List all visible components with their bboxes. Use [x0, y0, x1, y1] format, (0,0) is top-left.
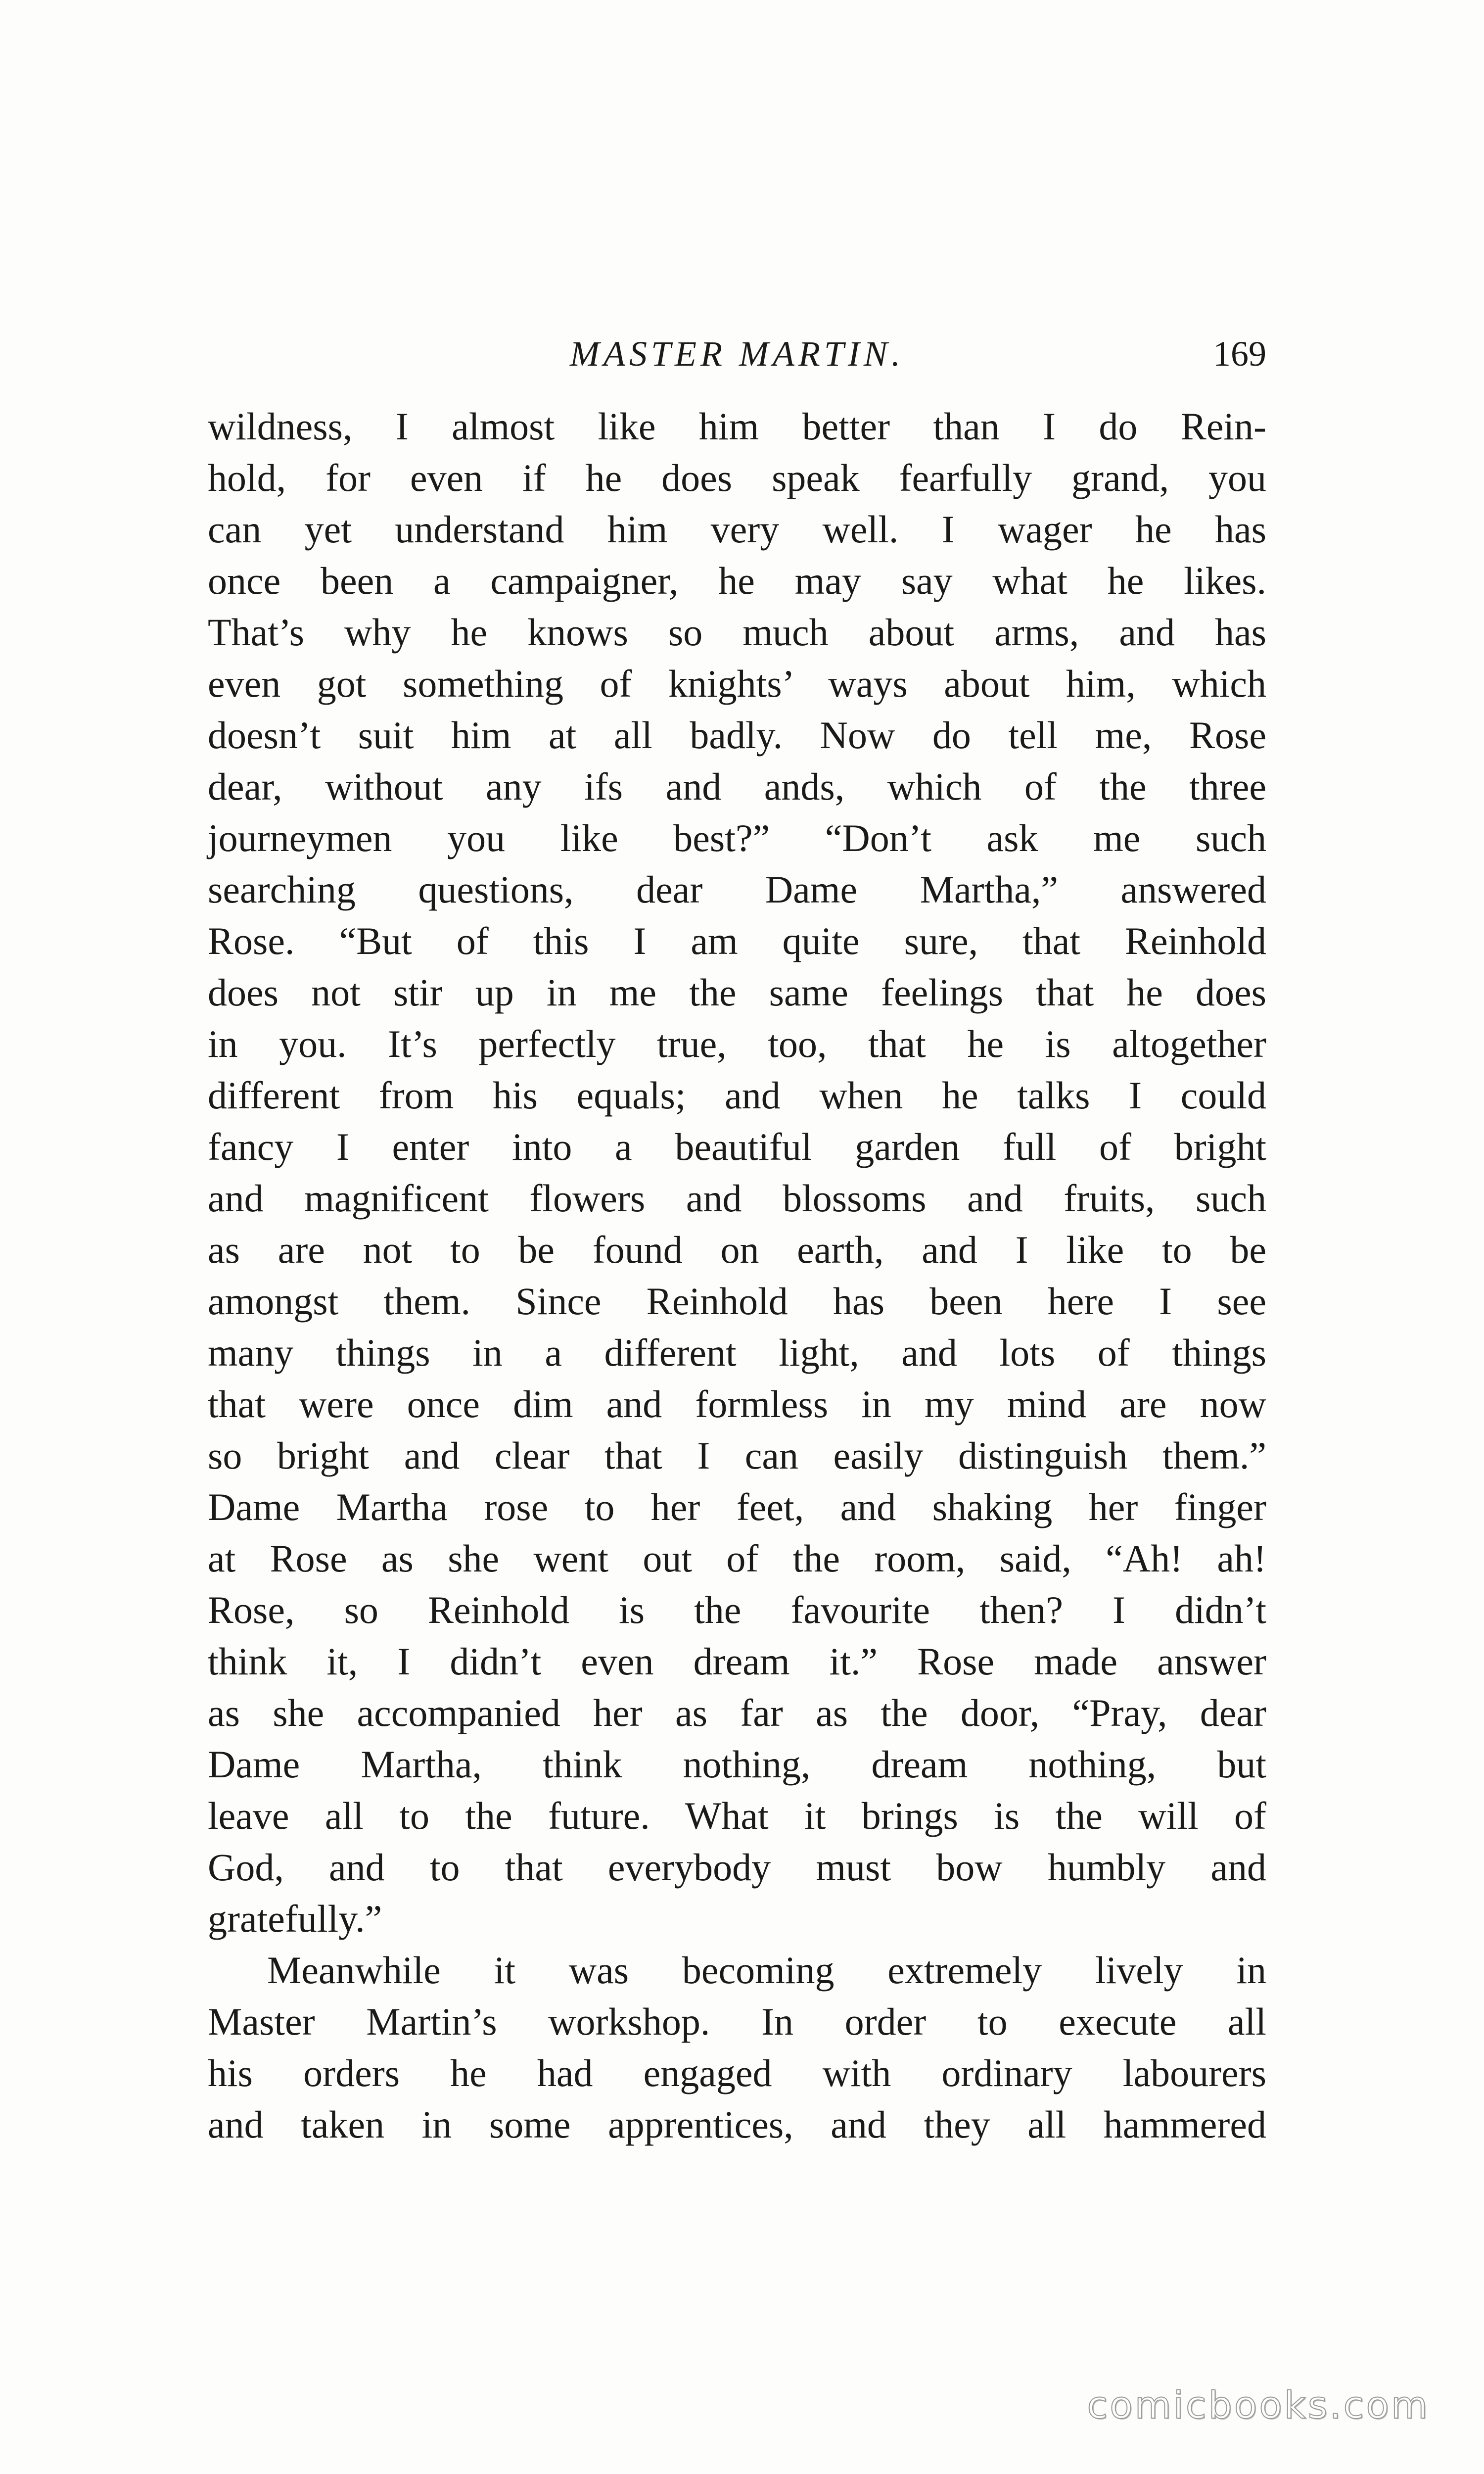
text-line: That’s why he knows so much about arms, and has: [208, 611, 1266, 654]
text-line: at Rose as she went out of the room, said, “Ah! ah!: [208, 1537, 1266, 1580]
text-line: wildness, I almost like him better than I do Rein-: [208, 405, 1266, 448]
text-line: Rose, so Reinhold is the favourite then? I didn’t: [208, 1588, 1266, 1631]
text-line: Rose. “But of this I am quite sure, that Reinhold: [208, 919, 1266, 962]
text-line: doesn’t suit him at all badly. Now do tell me, Rose: [208, 714, 1266, 757]
text-line: and magnificent flowers and blossoms and fruits, such: [208, 1177, 1266, 1220]
text-line: amongst them. Since Reinhold has been here I see: [208, 1280, 1266, 1323]
text-line: hold, for even if he does speak fearfully grand, you: [208, 456, 1266, 499]
text-line: and taken in some apprentices, and they all hammered: [208, 2103, 1266, 2146]
text-line: dear, without any ifs and ands, which of the three: [208, 765, 1266, 808]
text-line: searching questions, dear Dame Martha,” answered: [208, 868, 1266, 911]
text-line: journeymen you like best?” “Don’t ask me such: [208, 816, 1266, 859]
text-line: many things in a different light, and lots of things: [208, 1331, 1266, 1374]
text-line: that were once dim and formless in my mind are now: [208, 1382, 1266, 1426]
text-line: as are not to be found on earth, and I like to be: [208, 1228, 1266, 1271]
paragraph-start-line: Meanwhile it was becoming extremely lively in: [267, 1949, 1266, 1992]
text-line: Master Martin’s workshop. In order to execute all: [208, 2000, 1266, 2043]
site-watermark: comicbooks.com: [1087, 2383, 1430, 2427]
text-line: God, and to that everybody must bow humbly and: [208, 1846, 1266, 1889]
text-line: once been a campaigner, he may say what he likes.: [208, 559, 1266, 602]
text-line: even got something of knights’ ways about him, which: [208, 662, 1266, 705]
text-line: Dame Martha, think nothing, dream nothing, but: [208, 1743, 1266, 1786]
running-title: MASTER MARTIN.: [570, 334, 904, 374]
text-line: his orders he had engaged with ordinary labourers: [208, 2051, 1266, 2094]
text-line: so bright and clear that I can easily distinguish them.”: [208, 1434, 1266, 1477]
text-line: can yet understand him very well. I wager he has: [208, 508, 1266, 551]
page-number: 169: [1213, 334, 1266, 374]
text-line: gratefully.”: [208, 1897, 382, 1940]
body-text: [208, 401, 1266, 2150]
text-line: does not stir up in me the same feelings that he does: [208, 971, 1266, 1014]
text-line: in you. It’s perfectly true, too, that he is altogether: [208, 1022, 1266, 1065]
text-line: Dame Martha rose to her feet, and shaking her finger: [208, 1485, 1266, 1528]
text-line: think it, I didn’t even dream it.” Rose made answer: [208, 1640, 1266, 1683]
text-line: fancy I enter into a beautiful garden full of bright: [208, 1125, 1266, 1168]
text-line: leave all to the future. What it brings is the will of: [208, 1794, 1266, 1837]
text-line: as she accompanied her as far as the door, “Pray, dear: [208, 1691, 1266, 1734]
running-head: [208, 324, 1266, 383]
text-line: different from his equals; and when he talks I could: [208, 1074, 1266, 1117]
